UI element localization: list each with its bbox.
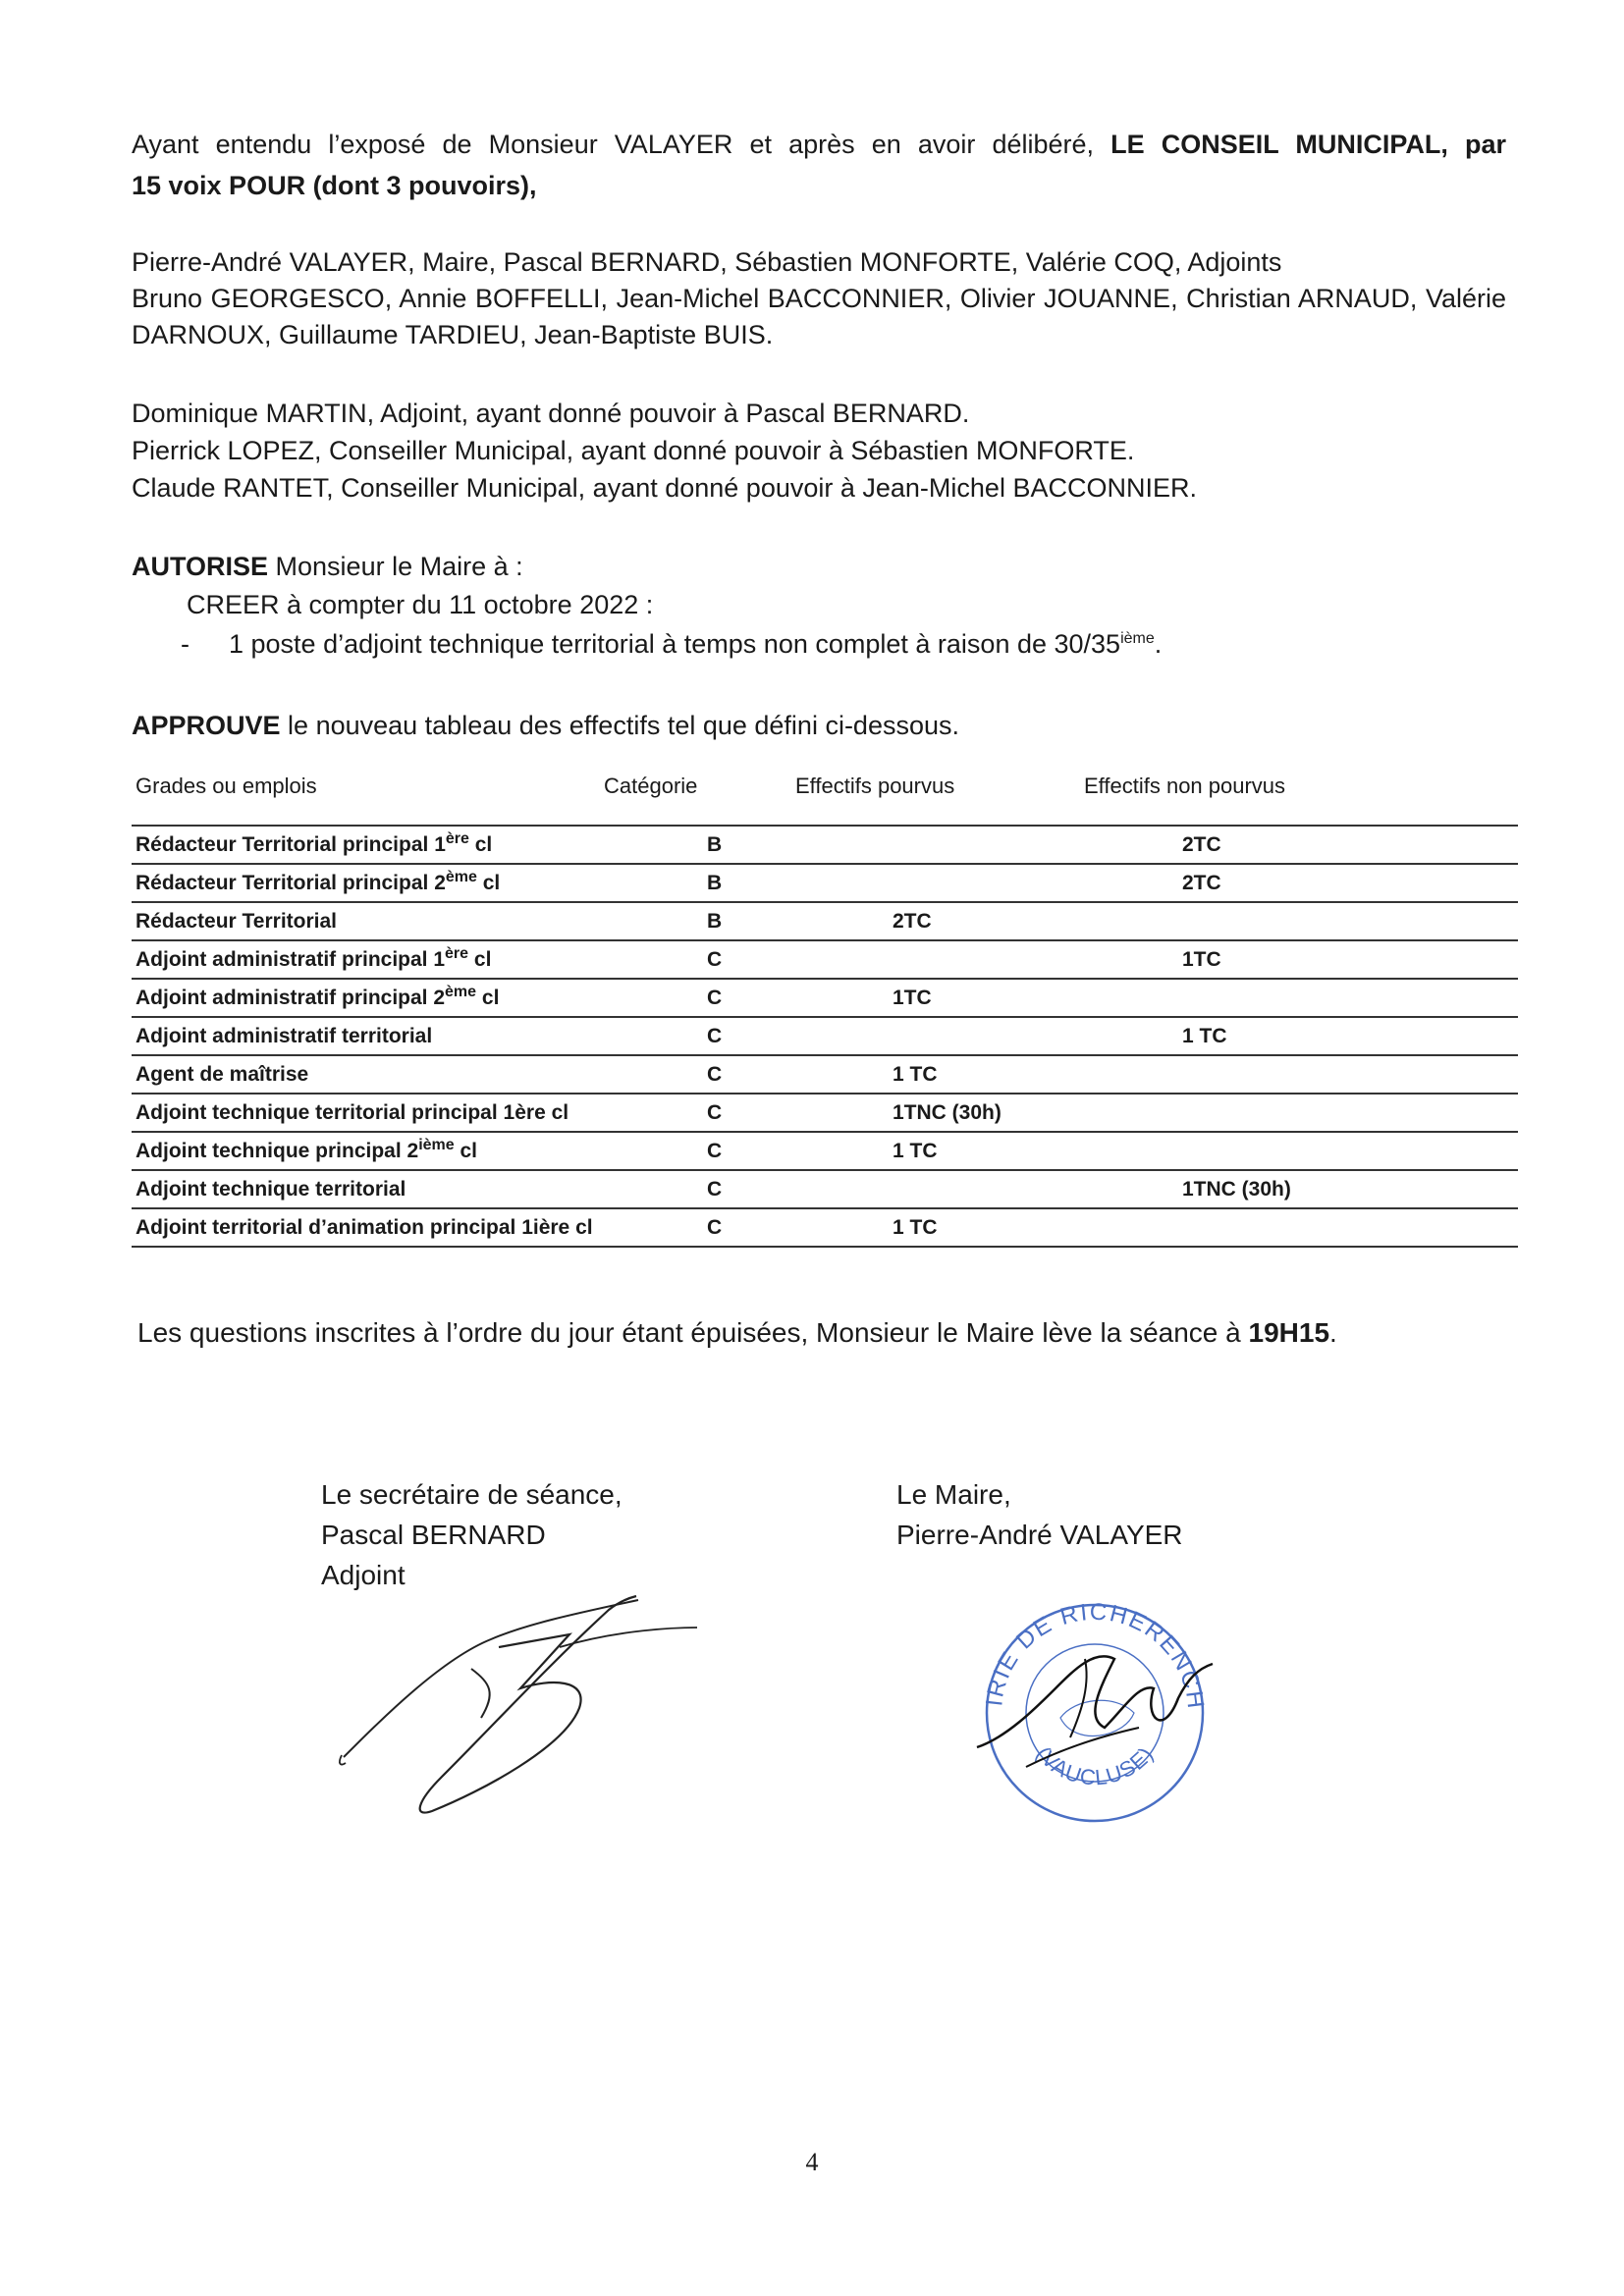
creer-item: 1 poste d’adjoint technique territorial à temps non complet à raison de 30/35ième. [229,629,1163,659]
header-grade: Grades ou emplois [135,774,317,798]
members-line-1: Pierre-André VALAYER, Maire, Pascal BERNARD, Sébastien MONFORTE, Valérie COQ, Adjoints [132,247,1282,277]
table-row [132,1056,1518,1095]
cell-grade: Adjoint territorial d’animation principal 1ière cl [135,1216,593,1239]
cell-pourvus: 1 TC [893,1216,938,1239]
cell-grade: Rédacteur Territorial principal 2ème cl [135,869,501,894]
cell-categorie: C [707,1063,723,1086]
cell-categorie: C [707,1216,723,1239]
cell-categorie: C [707,1178,723,1201]
cell-grade: Adjoint technique territorial principal 1ère cl [135,1101,569,1124]
cell-categorie: C [707,1025,723,1047]
cell-categorie: C [707,948,723,971]
cell-grade: Rédacteur Territorial [135,910,338,933]
autorise-line: AUTORISE Monsieur le Maire à : [132,552,523,581]
mayor-name: Pierre-André VALAYER [896,1520,1183,1550]
table-row [132,1095,1518,1133]
cell-non-pourvus: 1TC [1182,948,1221,971]
cell-categorie: B [707,910,723,933]
creer-item-dash: - [181,629,189,659]
cell-categorie: B [707,872,723,894]
members-line-3: DARNOUX, Guillaume TARDIEU, Jean-Baptiste BUIS. [132,320,774,349]
intro-line-1: Ayant entendu l’exposé de Monsieur VALAYER et après en avoir délibéré, LE CONSEIL MUNICIPAL, par [132,130,1506,159]
cell-pourvus: 1TNC (30h) [893,1101,1001,1124]
creer-line: CREER à compter du 11 octobre 2022 : [187,590,654,619]
proxy-line: Pierrick LOPEZ, Conseiller Municipal, ayant donné pouvoir à Sébastien MONFORTE. [132,436,1135,465]
table-row [132,903,1518,941]
cell-grade: Adjoint administratif principal 2ème cl [135,984,500,1009]
cell-pourvus: 1 TC [893,1140,938,1162]
cell-categorie: C [707,1140,723,1162]
table-row [132,865,1518,903]
header-categorie: Catégorie [604,774,698,798]
stamp-top-text: MAIRIE DE RICHERENCHES [956,1570,1210,1712]
cell-pourvus: 1TC [893,987,932,1009]
secretary-role: Adjoint [321,1560,406,1590]
mayor-title: Le Maire, [896,1479,1011,1510]
cell-non-pourvus: 1 TC [1182,1025,1227,1047]
cell-grade: Rédacteur Territorial principal 1ère cl [135,830,493,856]
stamp-bottom-text: (VAUCLUSE) [1031,1741,1159,1790]
approuve-line: APPROUVE le nouveau tableau des effectifs tel que défini ci-dessous. [132,711,959,740]
table-row [132,980,1518,1018]
cell-grade: Adjoint administratif territorial [135,1025,433,1047]
cell-categorie: C [707,987,723,1009]
page-number: 4 [805,2148,819,2176]
cell-non-pourvus: 1TNC (30h) [1182,1178,1291,1201]
header-non-pourvus: Effectifs non pourvus [1084,774,1286,798]
table-row [132,1133,1518,1171]
table-row [132,1209,1518,1248]
secretary-signature-icon [324,1571,717,1826]
table-row [132,941,1518,980]
cell-grade: Adjoint technique territorial [135,1178,406,1201]
secretary-title: Le secrétaire de séance, [321,1479,623,1510]
cell-categorie: C [707,1101,723,1124]
proxy-line: Dominique MARTIN, Adjoint, ayant donné pouvoir à Pascal BERNARD. [132,399,970,428]
cell-grade: Adjoint technique principal 2ième cl [135,1137,478,1162]
closing-line: Les questions inscrites à l’ordre du jour étant épuisées, Monsieur le Maire lève la séance à 19H15. [137,1317,1337,1348]
table-row [132,1018,1518,1056]
cell-pourvus: 1 TC [893,1063,938,1086]
cell-non-pourvus: 2TC [1182,872,1221,894]
table-row [132,1171,1518,1209]
cell-grade: Adjoint administratif principal 1ère cl [135,945,492,971]
secretary-name: Pascal BERNARD [321,1520,546,1550]
mayor-stamp-icon [956,1570,1222,1826]
cell-non-pourvus: 2TC [1182,833,1221,856]
mayor-signature-block [896,1474,1183,1555]
cell-grade: Agent de maîtrise [135,1063,309,1086]
effectifs-table [132,825,1518,1248]
header-pourvus: Effectifs pourvus [795,774,955,798]
members-line-2: Bruno GEORGESCO, Annie BOFFELLI, Jean-Michel BACCONNIER, Olivier JOUANNE, Christian ARNAUD, Valérie [132,284,1506,313]
cell-categorie: B [707,833,723,856]
intro-line-2: 15 voix POUR (dont 3 pouvoirs), [132,171,537,200]
proxy-line: Claude RANTET, Conseiller Municipal, ayant donné pouvoir à Jean-Michel BACCONNIER. [132,473,1197,503]
cell-pourvus: 2TC [893,910,932,933]
table-row [132,825,1518,865]
